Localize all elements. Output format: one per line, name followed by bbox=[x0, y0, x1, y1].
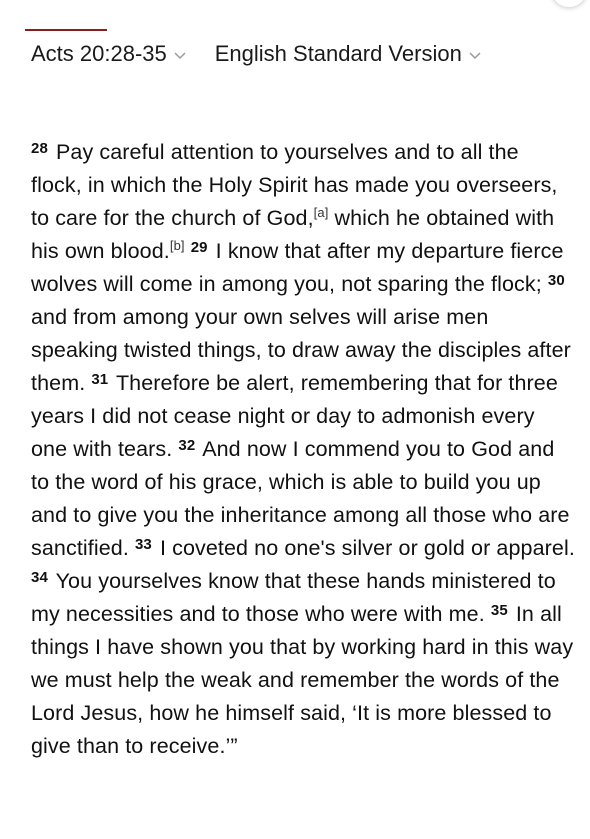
verse-text bbox=[185, 239, 191, 263]
verse-text: Pay careful attention to yourselves and to all the flock, in which the Holy Spirit has made you overseers, to care for the church of God, bbox=[31, 140, 558, 230]
verse-text: Therefore be alert, remembering that for three years I did not cease night or day to admonish every one with tears. bbox=[31, 371, 558, 461]
verse-number: 28 bbox=[31, 140, 48, 157]
footnote-link[interactable]: [b] bbox=[169, 238, 185, 253]
verse-text: And now I commend you to God and to the word of his grace, which is able to build you up and to give you the inheritance among all those who are sanctified. bbox=[31, 437, 570, 560]
verse-text: I coveted no one's silver or gold or apparel. bbox=[159, 536, 575, 560]
top-toolbar-area bbox=[0, 0, 590, 30]
chevron-down-icon bbox=[173, 48, 187, 62]
version-label: English Standard Version bbox=[214, 41, 462, 66]
footnote-link[interactable]: [a] bbox=[313, 205, 329, 220]
reference-label: Acts 20:28-35 bbox=[31, 41, 167, 66]
verse-number: 30 bbox=[547, 272, 565, 289]
verse bbox=[31, 569, 556, 626]
verse-number: 29 bbox=[190, 239, 208, 256]
passage-text bbox=[31, 136, 575, 763]
verse-text: which he obtained with his own blood. bbox=[31, 206, 555, 263]
verse-number: 32 bbox=[178, 437, 196, 454]
verse-text: I know that after my departure fierce wolves will come in among you, not sparing the flock; bbox=[31, 239, 564, 296]
verse-text: You yourselves know that these hands ministered to my necessities and to those who were with me. bbox=[31, 569, 556, 626]
verse bbox=[135, 536, 575, 560]
passage-selectors bbox=[31, 39, 482, 69]
version-selector[interactable] bbox=[215, 39, 482, 69]
active-tab-indicator bbox=[25, 29, 107, 31]
verse-text: and from among your own selves will arise men speaking twisted things, to draw away the disciples after them. bbox=[31, 305, 571, 395]
verse-number: 33 bbox=[134, 536, 152, 553]
verse-number: 31 bbox=[91, 371, 109, 388]
verse-number: 34 bbox=[31, 569, 48, 586]
reference-selector[interactable] bbox=[31, 39, 187, 69]
verse-number: 35 bbox=[490, 602, 508, 619]
verse-text: In all things I have shown you that by working hard in this way we must help the weak and remember the words of the Lord Jesus, how he himself said, ‘It is more blessed to give than to receive.’” bbox=[31, 602, 574, 758]
chevron-down-icon bbox=[468, 48, 482, 62]
